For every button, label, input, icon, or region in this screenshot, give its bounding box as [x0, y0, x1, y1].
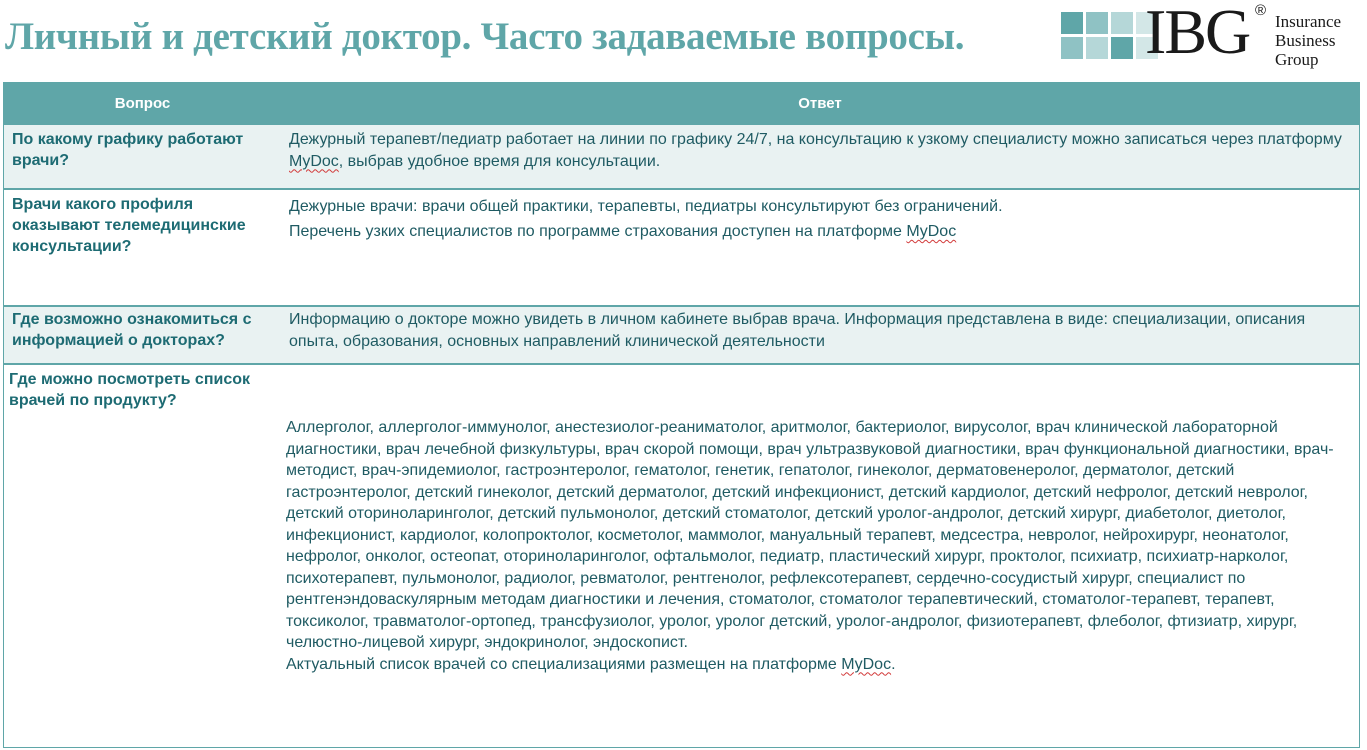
ibg-logo: [1061, 0, 1361, 82]
faq-table: [3, 82, 1360, 748]
logo-line-1: Insurance: [1275, 12, 1342, 31]
column-header-question: Вопрос: [114, 95, 171, 112]
table-row: [4, 307, 1359, 365]
mydoc-link: MyDoc: [906, 223, 957, 240]
question-cell: По какому графику работают врачи?: [12, 131, 244, 169]
answer-cell: Аллерголог, аллерголог-иммунолог, анестезиолог-реаниматолог, аритмолог, бактериолог, вирусолог, врач клинической лабораторной диагностики, врач лечебной физкультуры, врач скорой помощи, врач ультразвуковой диагностики, врач функциональной диагностики, врач-методист, врач-эпидемиолог, гастроэнтеролог, гематолог, генетик, гепатолог, гинеколог, дерматовенеролог, дерматолог, детский гастроэнтеролог, детский гинеколог, детский дерматолог, детский инфекционист, детский кардиолог, детский нефролог, детский невролог, детский оториноларинголог, детский пульмонолог, детский стоматолог, детский уролог-андролог, детский хирург, диабетолог, диетолог, инфекционист, кардиолог, колопроктолог, косметолог, маммолог, мануальный терапевт, медсестра, невролог, нейрохирург, неонатолог, нефролог, онколог, остеопат, оториноларинголог, офтальмолог, педиатр, пластический хирург, проктолог, психиатр, психиатр-нарколог, психотерапевт, пульмонолог, радиолог, ревматолог, рентгенолог, рефлексотерапевт, сердечно-сосудистый хирург, специалист по рентгенэндоваскулярным методам диагностики и лечения, стоматолог, стоматолог терапевтический, стоматолог-терапевт, терапевт, токсиколог, травматолог-ортопед, трансфузиолог, уролог, уролог детский, уролог-андролог, физиотерапевт, флеболог, фтизиатр, хирург, челюстно-лицевой хирург, эндокринолог, эндоскопист. Актуальный список врачей со специализациями размещен на платформе MyDoc.: [286, 417, 1337, 675]
mydoc-link: MyDoc: [289, 152, 339, 170]
table-header: [4, 83, 1359, 125]
question-cell: Где можно посмотреть список врачей по продукту?: [9, 371, 250, 409]
mydoc-link: MyDoc: [841, 655, 892, 673]
table-row: [4, 365, 1359, 747]
table-row: [4, 190, 1359, 307]
table-row: [4, 125, 1359, 190]
logo-line-2: Business: [1275, 31, 1336, 50]
answer-cell: Информацию о докторе можно увидеть в личном кабинете выбрав врача. Информация представлена в виде: специализации, описания опыта, образования, основных направлений клинической деятельности: [289, 311, 1306, 350]
answer-cell: Дежурные врачи: врачи общей практики, терапевты, педиатры консультируют без ограничений. Перечень узких специалистов по программе страхования доступен на платформе MyDoc: [289, 198, 1003, 240]
question-cell: Врачи какого профиля оказывают телемедицинские консультации?: [12, 196, 246, 255]
page-title: Личный и детский доктор. Часто задаваемые вопросы.: [5, 15, 965, 58]
answer-cell: Дежурный терапевт/педиатр работает на линии по графику 24/7, на консультацию к узкому специалисту можно записаться через платформу MyDoc, выбрав удобное время для консультации.: [289, 131, 1342, 170]
logo-registered-mark: ®: [1255, 2, 1267, 19]
logo-squares-icon: [1061, 12, 1158, 59]
logo-subtitle: [1275, 12, 1341, 69]
logo-brand: IBG: [1145, 0, 1250, 67]
specialists-list: Аллерголог, аллерголог-иммунолог, анестезиолог-реаниматолог, аритмолог, бактериолог, вирусолог, врач клинической лабораторной диагностики, врач лечебной физкультуры, врач скорой помощи, врач ультразвуковой диагностики, врач функциональной диагностики, врач-методист, врач-эпидемиолог, гастроэнтеролог, гематолог, генетик, гепатолог, гинеколог, дерматовенеролог, дерматолог, детский гастроэнтеролог, детский гинеколог, детский дерматолог, детский инфекционист, детский кардиолог, детский нефролог, детский невролог, детский оториноларинголог, детский пульмонолог, детский стоматолог, детский уролог-андролог, детский хирург, диабетолог, диетолог, инфекционист, кардиолог, колопроктолог, косметолог, маммолог, мануальный терапевт, медсестра, невролог, нейрохирург, неонатолог, нефролог, онколог, остеопат, оториноларинголог, офтальмолог, педиатр, пластический хирург, проктолог, психиатр, психиатр-нарколог, психотерапевт, пульмонолог, радиолог, ревматолог, рентгенолог, рефлексотерапевт, сердечно-сосудистый хирург, специалист по рентгенэндоваскулярным методам диагностики и лечения, стоматолог, стоматолог терапевтический, стоматолог-терапевт, терапевт, токсиколог, травматолог-ортопед, трансфузиолог, уролог, уролог детский, уролог-андролог, физиотерапевт, флеболог, фтизиатр, хирург, челюстно-лицевой хирург, эндокринолог, эндоскопист.: [286, 419, 1334, 651]
question-cell: Где возможно ознакомиться с информацией о докторах?: [12, 311, 252, 349]
logo-line-3: Group: [1275, 50, 1319, 69]
column-header-answer: Ответ: [798, 95, 842, 112]
